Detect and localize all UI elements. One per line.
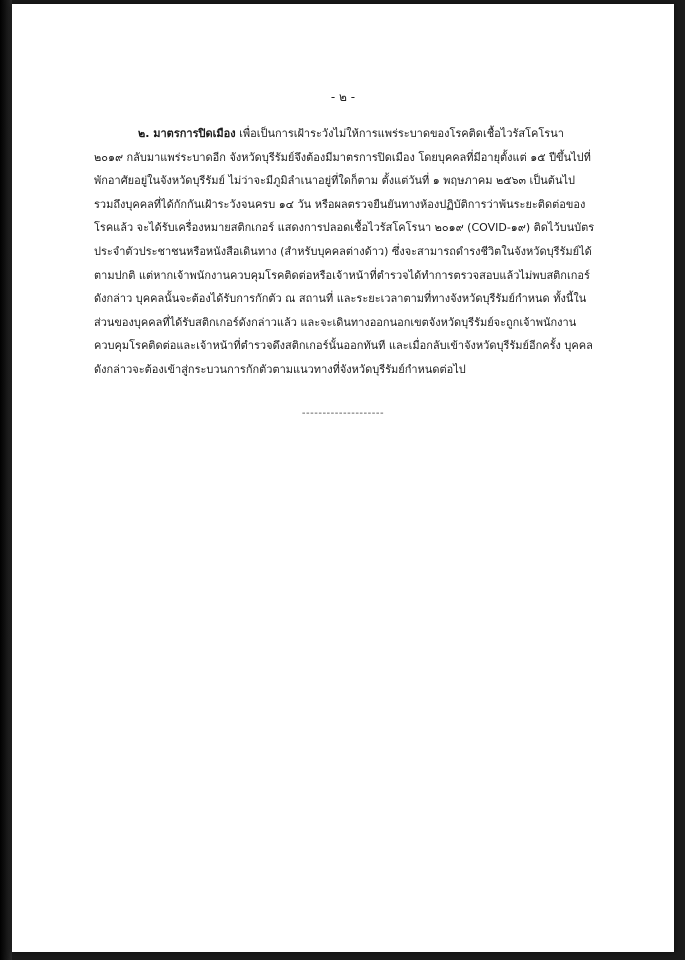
paragraph-line: ส่วนของบุคคลที่ได้รับสติกเกอร์ดังกล่าวแล้ว และจะเดินทางออกนอกเขตจังหวัดบุรีรัมย์จะถูกเจ้าพนักงาน (94, 315, 577, 329)
paragraph-line: ควบคุมโรคติดต่อและเจ้าหน้าที่ตำรวจดึงสติกเกอร์นั้นออกทันที และเมื่อกลับเข้าจังหวัดบุรีรัมย์อีกครั้ง บุคคล (94, 339, 593, 353)
paragraph-lockdown-measures (94, 122, 602, 382)
paragraph-line: ดังกล่าวจะต้องเข้าสู่กระบวนการกักตัวตามแนวทางที่จังหวัดบุรีรัมย์กำหนดต่อไป (94, 362, 466, 376)
scan-edge-shadow (0, 0, 12, 960)
paragraph-line: รวมถึงบุคคลที่ได้กักกันเฝ้าระวังจนครบ ๑๔ วัน หรือผลตรวจยืนยันทางห้องปฏิบัติการว่าพ้นระยะติดต่อของ (94, 197, 586, 211)
document-page (12, 4, 674, 952)
page-number: - ๒ - (330, 90, 356, 104)
paragraph-line: ประจำตัวประชาชนหรือหนังสือเดินทาง (สำหรับบุคคลต่างด้าว) ซึ่งจะสามารถดำรงชีวิตในจังหวัดบุรีรัมย์ได้ (94, 244, 592, 258)
paragraph-line: โรคแล้ว จะได้รับเครื่องหมายสติกเกอร์ แสดงการปลอดเชื้อไวรัสโคโรนา ๒๐๑๙ (COVID-๑๙) ติดไว้บนบัตร (94, 221, 595, 235)
paragraph-line: พักอาศัยอยู่ในจังหวัดบุรีรัมย์ ไม่ว่าจะมีภูมิลำเนาอยู่ที่ใดก็ตาม ตั้งแต่วันที่ ๑ พฤษภาคม ๒๕๖๓ เป็นต้นไป (94, 174, 575, 188)
end-divider: -------------------- (301, 408, 385, 419)
paragraph-first-line (94, 122, 602, 146)
first-line-text: เพื่อเป็นการเฝ้าระวังไม่ให้การแพร่ระบาดของโรคติดเชื้อไวรัสโคโรนา (235, 127, 564, 140)
paragraph-line: ตามปกติ แต่หากเจ้าพนักงานควบคุมโรคติดต่อหรือเจ้าหน้าที่ตำรวจได้ทำการตรวจสอบแล้วไม่พบสติกเกอร์ (94, 268, 590, 282)
paragraph-line: ๒๐๑๙ กลับมาแพร่ระบาดอีก จังหวัดบุรีรัมย์จึงต้องมีมาตรการปิดเมือง โดยบุคคลที่มีอายุตั้งแต่ ๑๕ ปีขึ้นไปที่ (94, 150, 591, 164)
section-heading: ๒. มาตรการปิดเมือง (138, 127, 236, 140)
paragraph-line: ดังกล่าว บุคคลนั้นจะต้องได้รับการกักตัว ณ สถานที่ และระยะเวลาตามที่ทางจังหวัดบุรีรัมย์กำหนด ทั้งนี้ใน (94, 292, 587, 306)
